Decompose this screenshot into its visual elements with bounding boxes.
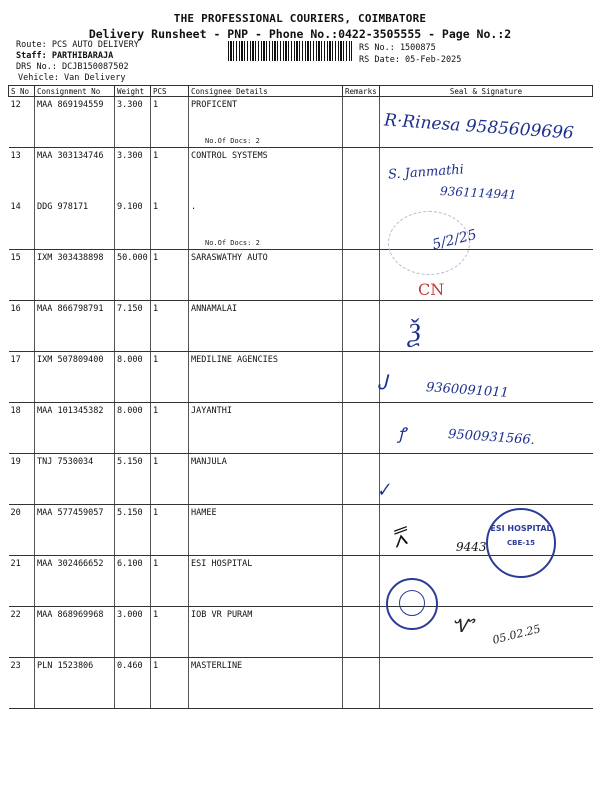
cell-consignee-text: IOB VR PURAM [191, 610, 253, 620]
cell-consignment [35, 352, 115, 403]
cell-pcs-text: 1 [153, 508, 159, 518]
cell-pcs-text: 1 [153, 201, 159, 212]
cell-sno-text: 19 [10, 457, 21, 467]
cell-pcs-text: 1 [153, 661, 159, 671]
cell-consignment [35, 658, 115, 709]
cell-sno-text: 17 [10, 355, 21, 365]
cell-sno-text: 15 [10, 253, 21, 263]
cell-consignee-text: SARASWATHY AUTO [191, 253, 268, 263]
cell-consignment-text: TNJ 7530034 [37, 457, 94, 467]
signature-row-18-mark: Ꭻ [378, 370, 387, 394]
cell-consignee [189, 403, 343, 454]
staff-label: Staff: PARTHIBARAJA [16, 51, 114, 61]
cell-consignment [35, 97, 115, 148]
cell-pcs [151, 97, 189, 148]
cell-remarks [343, 505, 380, 556]
cell-weight [115, 454, 151, 505]
cell-pcs [151, 403, 189, 454]
cell-consignee [189, 658, 343, 709]
cell-consignee-text: MEDILINE AGENCIES [191, 355, 278, 365]
cell-remarks [343, 658, 380, 709]
cell-seal-signature [380, 658, 593, 709]
cell-remarks [343, 97, 380, 148]
cell-consignee [189, 556, 343, 607]
signature-row-21: 9443 [456, 540, 487, 554]
signature-row-12: R·Rinesa 9585609696 [383, 110, 575, 144]
table-row [9, 658, 593, 709]
col-consignment: Consignment No [35, 86, 115, 97]
signature-row-23: 05.02.25 [491, 622, 542, 647]
cell-sno [9, 301, 35, 352]
cell-weight [115, 301, 151, 352]
cell-sno [9, 607, 35, 658]
signature-row-18: 9360091011 [425, 380, 510, 401]
cell-pcs [151, 352, 189, 403]
col-pcs: PCS [151, 86, 189, 97]
cell-weight [115, 556, 151, 607]
cell-pcs [151, 199, 189, 250]
route-label: Route: PCS AUTO DELIVERY [16, 40, 139, 50]
cell-consignee-text: PROFICENT [191, 100, 238, 110]
signature-row-16: CN [418, 280, 445, 299]
cell-weight-text: 50.000 [117, 253, 148, 263]
cell-weight-text: 7.150 [117, 304, 143, 314]
col-seal-signature: Seal & Signature [380, 86, 593, 97]
cell-sno [9, 250, 35, 301]
cell-remarks [343, 403, 380, 454]
barcode-image [228, 41, 352, 61]
cell-consignment-text: DDG 978171 [37, 201, 89, 212]
cell-remarks [343, 454, 380, 505]
esi-stamp-text: ESI HOSPITAL [490, 524, 552, 533]
cell-consignee [189, 199, 343, 250]
cell-sno [9, 403, 35, 454]
cell-consignment [35, 556, 115, 607]
cell-weight [115, 403, 151, 454]
cell-sno [9, 658, 35, 709]
cell-consignee [189, 97, 343, 148]
table-row [9, 301, 593, 352]
cell-consignment-text: MAA 577459057 [37, 508, 104, 518]
cell-consignee-text: CONTROL SYSTEMS [191, 151, 268, 161]
cell-consignment [35, 148, 115, 199]
cell-weight [115, 352, 151, 403]
cell-sno [9, 352, 35, 403]
cell-consignee [189, 352, 343, 403]
esi-hospital-stamp [486, 508, 556, 578]
rs-date: RS Date: 05-Feb-2025 [359, 55, 462, 65]
cell-weight-text: 6.100 [117, 559, 143, 569]
iob-round-stamp [386, 578, 438, 630]
cell-consignment [35, 403, 115, 454]
cell-seal-signature [380, 454, 593, 505]
cell-consignment-text: MAA 868969968 [37, 610, 104, 620]
cell-sno [9, 199, 35, 250]
cell-sno-text: 16 [10, 304, 21, 314]
drs-number: DRS No.: DCJB150087502 [16, 62, 129, 72]
cell-consignment-text: PLN 1523806 [37, 661, 94, 671]
table-header-row [9, 86, 593, 97]
cell-pcs [151, 148, 189, 199]
signature-row-20: ✓ [374, 478, 393, 503]
cell-weight-text: 3.300 [117, 100, 143, 110]
company-name: THE PROFESSIONAL COURIERS, COIMBATORE [173, 12, 427, 25]
cell-pcs [151, 505, 189, 556]
cell-weight-text: 5.150 [117, 508, 143, 518]
cell-weight-text: 0.460 [117, 661, 143, 671]
table-row [9, 250, 593, 301]
cell-weight [115, 607, 151, 658]
cell-consignee [189, 250, 343, 301]
signature-row-14: 9361114941 [439, 184, 517, 202]
cell-consignment-text: MAA 101345382 [37, 406, 104, 416]
cell-sno-text: 14 [10, 201, 21, 212]
signature-row-19-mark: ꝭ [398, 424, 406, 443]
cell-pcs [151, 658, 189, 709]
cell-consignment-text: MAA 866798791 [37, 304, 104, 314]
cell-consignment-text: IXM 303438898 [37, 253, 104, 263]
cell-consignment-text: MAA 302466652 [37, 559, 104, 569]
cell-pcs [151, 454, 189, 505]
cell-sno-text: 23 [10, 661, 21, 671]
cell-pcs-text: 1 [153, 406, 159, 416]
cell-consignment [35, 250, 115, 301]
col-consignee: Consignee Details [189, 86, 343, 97]
rs-number: RS No.: 1500875 [359, 43, 436, 53]
cell-consignee-text: MASTERLINE [191, 661, 243, 671]
cell-pcs [151, 250, 189, 301]
cell-consignee [189, 607, 343, 658]
table-row [9, 199, 593, 250]
cell-weight [115, 97, 151, 148]
esi-stamp-subtext: CBE-15 [507, 539, 535, 547]
cell-weight [115, 199, 151, 250]
cell-consignment-text: MAA 303134746 [37, 151, 104, 161]
cell-weight-text: 8.000 [117, 406, 143, 416]
cell-consignee-text: ESI HOSPITAL [191, 559, 253, 569]
cell-remarks [343, 199, 380, 250]
cell-consignment-text: MAA 869194559 [37, 100, 104, 110]
cell-sno-text: 20 [10, 508, 21, 518]
cell-weight-text: 8.000 [117, 355, 143, 365]
cell-consignment [35, 454, 115, 505]
cell-consignee-text: JAYANTHI [191, 406, 232, 416]
col-remarks: Remarks [343, 86, 380, 97]
cell-sno [9, 556, 35, 607]
cell-consignment [35, 199, 115, 250]
cell-sno [9, 505, 35, 556]
docs-count: No.Of Docs: 2 [205, 239, 260, 247]
cell-pcs-text: 1 [153, 355, 159, 365]
cell-pcs-text: 1 [153, 304, 159, 314]
cell-consignee [189, 301, 343, 352]
signature-row-13: S. Janmathi [387, 162, 465, 183]
cell-pcs-text: 1 [153, 559, 159, 569]
cell-pcs [151, 301, 189, 352]
cell-pcs [151, 556, 189, 607]
cell-pcs-text: 1 [153, 151, 159, 161]
cell-consignee-text: . [191, 201, 197, 212]
cell-remarks [343, 607, 380, 658]
table-row [9, 454, 593, 505]
cell-seal-signature [380, 403, 593, 454]
signature-row-23-mark: Ꮙ [452, 616, 474, 637]
cell-remarks [343, 556, 380, 607]
signature-row-15: 5/2/25 [430, 226, 479, 254]
cell-consignment [35, 505, 115, 556]
cell-consignee [189, 148, 343, 199]
cell-consignment-text: IXM 507809400 [37, 355, 104, 365]
cell-weight-text: 3.000 [117, 610, 143, 620]
cell-pcs [151, 607, 189, 658]
cell-remarks [343, 352, 380, 403]
cell-sno-text: 22 [10, 610, 21, 620]
cell-consignment [35, 607, 115, 658]
cell-weight [115, 505, 151, 556]
cell-weight-text: 3.300 [117, 151, 143, 161]
cell-sno-text: 12 [10, 100, 21, 110]
cell-weight-text: 9.100 [117, 201, 143, 212]
cell-consignee [189, 505, 343, 556]
cell-sno [9, 148, 35, 199]
signature-row-19: 9500931566. [447, 426, 536, 449]
cell-pcs-text: 1 [153, 100, 159, 110]
col-weight: Weight [115, 86, 151, 97]
cell-weight [115, 148, 151, 199]
cell-pcs-text: 1 [153, 253, 159, 263]
cell-pcs-text: 1 [153, 457, 159, 467]
cell-consignee-text: ANNAMALAI [191, 304, 238, 314]
vehicle-label: Vehicle: Van Delivery [18, 73, 126, 83]
runsheet-title: Delivery Runsheet - PNP - Phone No.:0422-3505555 - Page No.:2 [88, 27, 512, 41]
cell-sno [9, 454, 35, 505]
cell-consignee-text: MANJULA [191, 457, 227, 467]
cell-consignee-text: HAMEE [191, 508, 217, 518]
cell-sno-text: 13 [10, 151, 21, 161]
cell-pcs-text: 1 [153, 610, 159, 620]
iob-stamp-inner [399, 590, 425, 616]
cell-sno [9, 97, 35, 148]
docs-count: No.Of Docs: 2 [205, 137, 260, 145]
cell-sno-text: 21 [10, 559, 21, 569]
cell-weight-text: 5.150 [117, 457, 143, 467]
cell-consignee [189, 454, 343, 505]
cell-remarks [343, 250, 380, 301]
signature-row-17: Ѯ [406, 317, 423, 349]
col-sno: S No [9, 86, 35, 97]
cell-weight [115, 250, 151, 301]
cell-consignment [35, 301, 115, 352]
cell-sno-text: 18 [10, 406, 21, 416]
cell-remarks [343, 148, 380, 199]
signature-row-21-mark: ⩞ [387, 522, 411, 554]
cell-remarks [343, 301, 380, 352]
cell-weight [115, 658, 151, 709]
